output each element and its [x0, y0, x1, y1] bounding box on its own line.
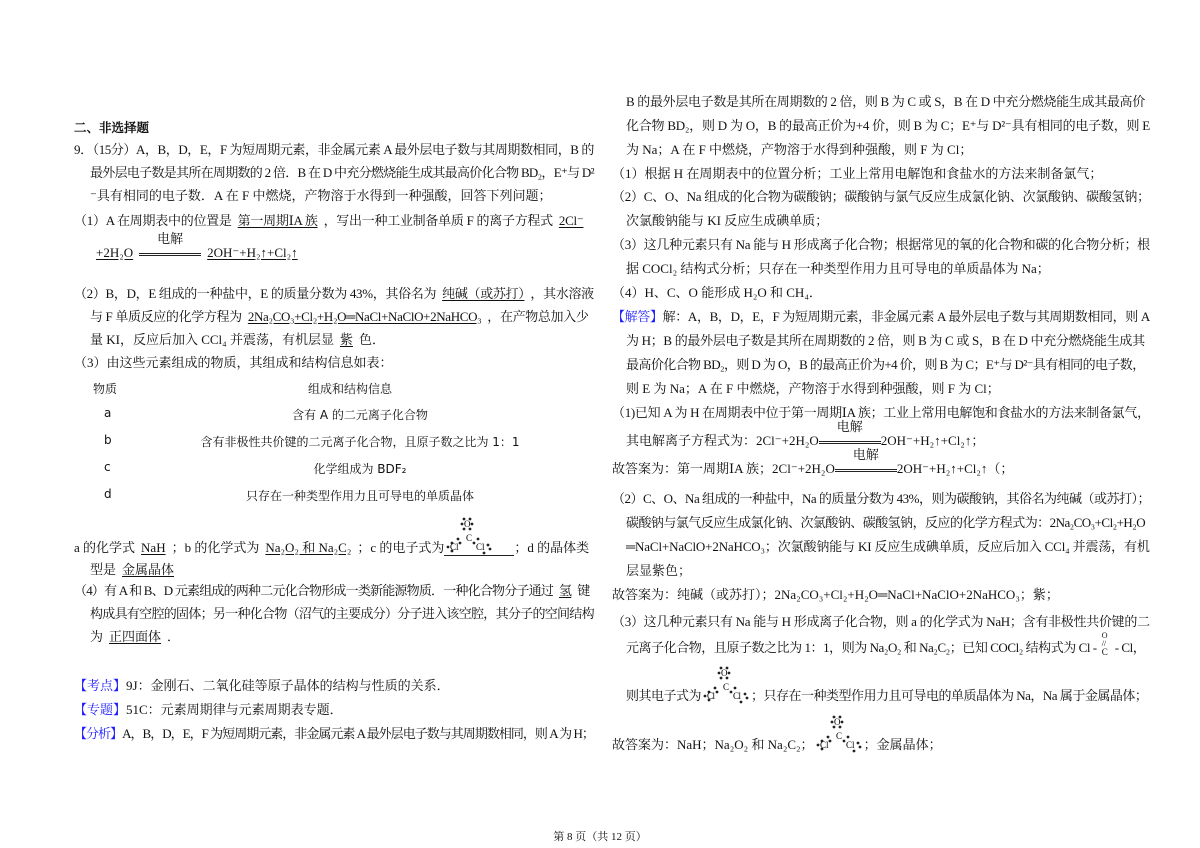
text-line — [626, 515, 1145, 531]
text-line — [74, 355, 393, 371]
text-line — [612, 717, 942, 753]
atom-label: Cl — [819, 740, 829, 750]
text: A，B，D，E，F 为短周期元素，非金属元素 A 最外层电子数与其周期数相同，则 A 为 H； — [122, 726, 594, 741]
table-header-substance: 物质 — [93, 382, 118, 396]
answer-blank: 金属晶体 — [122, 562, 175, 577]
text: 色． — [358, 332, 385, 347]
text-line — [612, 587, 1059, 603]
text: 最外层电子数是其所在周期数的 2 倍．B 在 D 中充分燃烧能生成其最高价化合物 BD₂，E⁺与 D² — [90, 165, 594, 180]
reaction-condition: 电解 — [157, 232, 184, 247]
text-line — [626, 631, 1146, 657]
answer-blank: 2Na₂CO₃+Cl₂+H₂O═NaCl+NaClO+2NaHCO₃ — [247, 309, 482, 324]
text: 构成具有空腔的固体；另一种化合物（沼气的主要成分）分子进入该空腔，其分子的空间结构 — [90, 606, 594, 621]
text: ，写出一种工业制备单质 F 的离子方程式 — [323, 213, 553, 228]
text-line — [90, 165, 594, 181]
answer-blank: 紫 — [339, 332, 353, 347]
text: 为 H；B 的最外层电子数是其所在周期数的 2 倍，则 B 为 C 或 S，B 在 D 中充分燃烧能生成其 — [626, 333, 1145, 348]
table-cell: d — [104, 487, 112, 501]
text-line — [90, 332, 385, 348]
table-cell: a — [104, 406, 112, 420]
text: 碳酸钠与氯气反应生成氯化钠、次氯酸钠、碳酸氢钠，反应的化学方程式为：2Na₂CO₃+Cl₂+H₂O — [626, 515, 1146, 530]
text: ． — [167, 629, 181, 644]
text-line — [90, 232, 304, 261]
text-line — [90, 562, 180, 578]
atom-label: C — [723, 682, 729, 692]
reaction-condition: 电解 — [852, 448, 879, 463]
text: 故答案为：第一周期ⅠA 族；2Cl⁻+2H₂O — [612, 461, 835, 476]
answer-blank: 2OH⁻+H₂↑+Cl₂↑ — [207, 245, 298, 260]
answer-blank: 纯碱（或苏打） — [442, 286, 525, 301]
text: 型是 — [90, 562, 117, 577]
text-line — [626, 357, 1145, 373]
atom-label: C — [466, 533, 473, 543]
text: 解：A，B，D，E，F 为短周期元素，非金属元素 A 最外层电子数与其周期数相同，则 A — [662, 309, 1150, 324]
text-line — [74, 702, 343, 718]
answer-blank: 正四面体 — [109, 629, 162, 644]
atom-label: O — [464, 519, 471, 529]
text: ，其水溶液 — [530, 286, 594, 301]
section-tag: 【考点】 — [74, 678, 127, 693]
text-line — [626, 118, 1150, 134]
text: 为 Na；A 在 F 中燃烧，产物溶于水得到种强酸，则 F 为 Cl； — [626, 142, 973, 157]
text-line — [74, 519, 590, 556]
text: （4）H、C、O 能形成 H₂O 和 CH₄． — [612, 285, 822, 300]
text-line — [74, 726, 594, 742]
section-tag: 【解答】 — [612, 309, 663, 324]
text: ；金属晶体； — [863, 737, 942, 752]
text: 51C：元素周期律与元素周期表专题． — [126, 702, 343, 717]
text: 则其电子式为 — [626, 688, 702, 703]
section-tag: 【专题】 — [74, 702, 127, 717]
text: （1)已知 A 为 H 在周期表中位于第一周期ⅠA 族；工业上常用电解饱和食盐水的方法来制备氯气， — [612, 405, 1150, 420]
text: 次氯酸钠能与 KI 反应生成碘单质； — [626, 213, 829, 228]
text-line — [74, 678, 450, 694]
text-line — [74, 213, 589, 229]
answer-blank: 第一周期ⅠA 族 — [237, 213, 318, 228]
text: ；c 的电子式为 — [357, 540, 445, 555]
text: 2OH⁻+H₂↑+Cl₂↑； — [880, 433, 985, 448]
text: ⁻具有相同的电子数．A 在 F 中燃烧，产物溶于水得到一种强酸，回答下列问题； — [90, 188, 552, 203]
equals-bar — [819, 441, 881, 444]
text-line — [612, 237, 1150, 253]
text-line — [626, 539, 1150, 555]
atom-label: Cl — [733, 691, 741, 701]
text: 为 — [90, 629, 104, 644]
answer-blank: NaH — [141, 540, 166, 555]
reaction-arrow — [835, 448, 897, 477]
reaction-arrow — [139, 232, 201, 261]
structural-formula — [1097, 631, 1115, 657]
reaction-arrow — [819, 420, 881, 449]
equals-bar — [835, 469, 897, 472]
text-line — [626, 381, 1000, 397]
atom-label: C — [835, 731, 842, 741]
text: a 的化学式 — [74, 540, 136, 555]
text-line — [626, 213, 828, 229]
text: （3）由这些元素组成的物质，其组成和结构信息如表： — [74, 355, 393, 370]
text: B 的最外层电子数是其所在周期数的 2 倍，则 B 为 C 或 S，B 在 D 中充分燃烧能生成其最高价 — [626, 94, 1145, 109]
text-line — [90, 606, 594, 622]
text-line — [74, 286, 594, 302]
text: 与 F 单质反应的化学方程为 — [90, 309, 242, 324]
text-line — [74, 142, 594, 158]
text-line — [612, 491, 1150, 507]
atom-label: Cl — [476, 542, 485, 552]
section-title: 二、非选择题 — [74, 120, 150, 135]
text-line — [612, 448, 1014, 477]
text: （3）这几种元素只有 Na 能与 H 形成离子化合物；根据常见的氧的化合物和碳的化合物分析；根 — [612, 237, 1150, 252]
text: ═NaCl+NaClO+2NaHCO₃；次氯酸钠能与 KI 反应生成碘单质，反应后加入 CCl₄ 并震荡，有机 — [626, 539, 1150, 554]
text: 9J：金刚石、二氧化硅等原子晶体的结构与性质的关系． — [126, 678, 450, 693]
table-cell: 含有非极性共价键的二元离子化合物，且原子数之比为 1：1 — [200, 435, 520, 449]
text: （1）A 在周期表中的位置是 — [74, 213, 232, 228]
reaction-condition: 电解 — [836, 420, 863, 435]
electron-formula-figure — [814, 717, 864, 753]
text: 键 — [577, 583, 590, 598]
atom-label: Cl — [707, 691, 715, 701]
text: （2）C、O、Na 组成的化合物为碳酸钠；碳酸钠与氯气反应生成氯化钠、次氯酸钠、碳酸氢钠； — [612, 189, 1150, 204]
answer-blank: 氢 — [559, 583, 572, 598]
text-line — [612, 189, 1150, 205]
table-cell: 含有 A 的二元离子化合物 — [292, 408, 428, 422]
atom-label: O — [833, 717, 841, 727]
text-line — [612, 614, 1150, 630]
table-header-info: 组成和结构信息 — [307, 382, 392, 396]
text-line — [612, 405, 1150, 421]
atom-label: O — [721, 668, 728, 678]
text-line — [626, 563, 691, 579]
text: （3）这几种元素只有 Na 能与 H 形成离子化合物，则 a 的化学式为 NaH；含有非极性共价键的二 — [612, 614, 1150, 629]
equals-bar — [139, 253, 201, 256]
text-line — [626, 142, 972, 158]
table-cell: c — [104, 460, 111, 474]
text: 其电解离子方程式为：2Cl⁻+2H₂O — [626, 433, 819, 448]
text-line — [626, 333, 1145, 349]
text: 层显紫色； — [626, 563, 692, 578]
text: 据 COCl₂ 结构式分析；只存在一种类型作用力且可导电的单质晶体为 Na； — [626, 261, 1050, 276]
text: （1）根据 H 在周期表中的位置分析；工业上常用电解饱和食盐水的方法来制备氯气； — [612, 166, 1103, 181]
text: 9．（15分）A，B，D，E，F 为短周期元素，非金属元素 A 最外层电子数与其周期数相同，B 的 — [74, 142, 594, 157]
text-line — [626, 668, 1148, 704]
text: ；b 的化学式为 — [171, 540, 260, 555]
struct-top: O — [1101, 631, 1108, 640]
text: （2）B，D，E 组成的一种盐中，E 的质量分数为 43%，其俗名为 — [74, 286, 437, 301]
text: ；d 的晶体类 — [514, 540, 590, 555]
text: 2OH⁻+H₂↑+Cl₂↑（； — [896, 461, 1014, 476]
struct-bond: // — [1101, 639, 1107, 648]
text: 故答案为：纯碱（或苏打）；2Na₂CO₃+Cl₂+H₂O═NaCl+NaClO+2NaHCO₃；紫； — [612, 587, 1059, 602]
answer-blank: 2Cl⁻ — [558, 213, 584, 228]
electron-formula-figure — [444, 519, 514, 556]
atom-label: Cl — [845, 740, 855, 750]
text: （4）有 A 和 B、D 元素组成的两种二元化合物形成一类新能源物质．一种化合物分子通过 — [74, 583, 554, 598]
text: ；只存在一种类型作用力且可导电的单质晶体为 Na，Na 属于金属晶体； — [751, 688, 1148, 703]
text: 则 E 为 Na；A 在 F 中燃烧，产物溶于水得到种强酸，则 F 为 Cl； — [626, 381, 1000, 396]
text-line — [90, 188, 552, 204]
text: - Cl， — [1114, 640, 1146, 655]
table-cell: b — [104, 433, 112, 447]
text: 元离子化合物，且原子数之比为 1：1，则为 Na₂O₂ 和 Na₂C₂；已知 COCl₂ 结构式为 Cl - — [626, 640, 1097, 655]
text-line — [626, 261, 1050, 277]
section-tag: 【分析】 — [74, 726, 123, 741]
electron-formula-figure — [701, 668, 751, 704]
text-line — [612, 166, 1102, 182]
text-line — [90, 629, 180, 645]
text: 故答案为：NaH；Na₂O₂ 和 Na₂C₂； — [612, 737, 814, 752]
text: 化合物 BD₂，则 D 为 O，B 的最高正价为+4 价，则 B 为 C；E⁺与 D²⁻具有相同的电子数，则 E — [626, 118, 1150, 133]
text-line — [626, 420, 985, 449]
struct-center: C — [1101, 647, 1108, 657]
text-line — [612, 309, 1150, 325]
atom-label: Cl — [450, 542, 459, 552]
text: （2）C、O、Na 组成的一种盐中，Na 的质量分数为 43%，则为碳酸钠，其俗名为纯碱（或苏打）； — [612, 491, 1150, 506]
table-cell: 只存在一种类型作用力且可导电的单质晶体 — [245, 489, 474, 503]
text: 量 KI，反应后加入 CCl₄ 并震荡，有机层显 — [90, 332, 334, 347]
answer-blank: +2H₂O — [96, 245, 134, 260]
text-line — [612, 285, 822, 301]
table-cell: 化学组成为 BDF₂ — [313, 462, 407, 476]
text-line — [626, 94, 1145, 110]
answer-blank: Na₂O₂ 和 Na₂C₂ — [265, 540, 352, 555]
text-line — [74, 583, 589, 599]
text: ，在产物总加入少 — [487, 309, 589, 324]
text-line — [90, 309, 589, 325]
page-footer: 第 8 页（共 12 页） — [553, 831, 647, 843]
text: 最高价化合物 BD₂，则 D 为 O，B 的最高正价为+4 价，则 B 为 C；E⁺与 D²⁻具有相同的电子数， — [626, 357, 1145, 372]
